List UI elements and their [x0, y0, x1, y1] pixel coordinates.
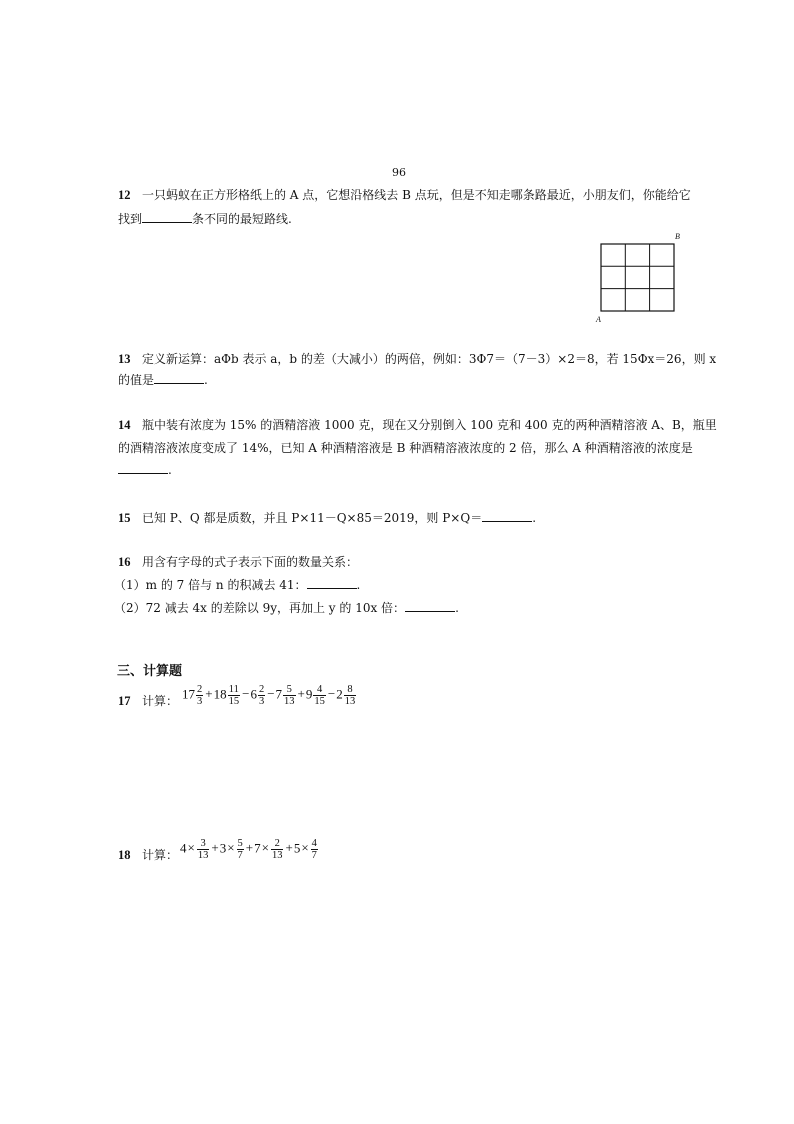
whole-number: 7 [254, 840, 261, 856]
question-text: （2）72 减去 4x 的差除以 9y，再加上 y 的 10x 倍： [114, 601, 406, 615]
question-16-item1 [114, 576, 360, 594]
question-number: 16 [118, 555, 131, 569]
whole-number: 3 [219, 840, 227, 856]
fraction-numerator: 8 [344, 684, 357, 696]
question-12-line2 [118, 210, 292, 228]
question-number: 15 [118, 511, 131, 525]
question-14-line3 [118, 461, 172, 479]
fraction [196, 684, 203, 707]
question-14 [118, 416, 717, 434]
fraction-denominator: 7 [311, 850, 317, 861]
question-number: 12 [118, 188, 131, 202]
question-text: 的酒精溶液浓度变成了 14%，已知 A 种酒精溶液是 B 种酒精溶液浓度的 2 倍，那么 A 种酒精溶液的浓度是 [118, 441, 693, 455]
fraction-denominator: 3 [258, 696, 265, 707]
question-16-item2 [114, 599, 459, 617]
question-text: 瓶中装有浓度为 15% 的酒精溶液 1000 克，现在又分别倒入 100 克和 400 克的两种酒精溶液 A、B，瓶里 [141, 418, 717, 432]
question-number: 17 [118, 694, 131, 708]
whole-number: 6 [250, 686, 257, 702]
fraction-denominator: 13 [271, 850, 283, 861]
answer-blank[interactable] [118, 463, 168, 474]
question-text: . [532, 511, 537, 525]
question-number: 14 [118, 418, 131, 432]
question-text: 条不同的最短路线. [192, 212, 292, 226]
fraction-denominator: 13 [284, 696, 295, 707]
operator: × [261, 840, 269, 856]
question-12 [118, 186, 691, 204]
question-text: . [204, 373, 208, 387]
question-text: 找到 [118, 212, 143, 226]
fraction [313, 684, 326, 707]
fraction [283, 684, 296, 707]
grid-label-b: B [675, 232, 680, 241]
operator: − [242, 686, 250, 702]
question-13-line2 [118, 371, 208, 389]
answer-blank[interactable] [307, 578, 357, 589]
question-number: 13 [118, 352, 131, 366]
fraction-numerator: 5 [237, 838, 243, 849]
fraction [344, 684, 357, 707]
operator: × [301, 840, 309, 856]
operator: + [245, 840, 254, 856]
question-number: 18 [118, 848, 131, 862]
question-text: . [168, 463, 172, 477]
question-text: （1）m 的 7 倍与 n 的积减去 41： [114, 578, 307, 592]
whole-number: 7 [275, 686, 283, 702]
fraction-numerator: 2 [197, 684, 203, 695]
whole-number: 17 [182, 686, 195, 702]
fraction-numerator: 4 [311, 838, 317, 849]
fraction-numerator: 2 [258, 684, 265, 695]
operator: − [267, 686, 275, 702]
section-title: 三、计算题 [117, 664, 183, 679]
fraction-numerator: 2 [271, 838, 284, 850]
fraction-denominator: 7 [237, 850, 243, 861]
question-text: 定义新运算：aΦb 表示 a，b 的差（大减小）的两倍，例如：3Φ7＝（7－3）×2＝8，若 15Φx＝26，则 x [141, 352, 717, 366]
question-15 [118, 509, 536, 527]
operator: × [187, 840, 195, 856]
operator: × [227, 840, 235, 856]
square-grid-figure [600, 243, 676, 313]
fraction-numerator: 4 [313, 684, 326, 696]
question-text: 一只蚂蚁在正方形格纸上的 A 点，它想沿格线去 B 点玩，但是不知走哪条路最近，小朋友们，你能给它 [141, 188, 691, 202]
question-13 [118, 350, 716, 368]
page-mark: 96 [392, 166, 406, 179]
whole-number: 9 [305, 686, 313, 702]
answer-blank[interactable] [142, 212, 192, 223]
question-label: 计算： [141, 848, 178, 862]
question-text: 已知 P、Q 都是质数，并且 P×11－Q×85＝2019，则 P×Q＝ [141, 511, 483, 525]
answer-blank[interactable] [482, 511, 532, 522]
fraction [311, 838, 318, 861]
whole-number: 5 [293, 840, 301, 856]
question-text: 用含有字母的式子表示下面的数量关系： [141, 555, 358, 569]
question-text: . [455, 601, 459, 615]
whole-number: 18 [213, 686, 227, 702]
operator: + [285, 840, 293, 856]
fraction-numerator: 5 [283, 684, 296, 696]
fraction [197, 838, 210, 861]
fraction [228, 684, 241, 707]
fraction-numerator: 3 [197, 838, 210, 850]
question-17 [118, 692, 178, 710]
fraction-denominator: 15 [314, 696, 325, 707]
fraction-numerator: 11 [228, 684, 239, 695]
question-14-line2 [118, 439, 693, 457]
whole-number: 4 [180, 840, 187, 856]
question-text: . [356, 578, 361, 592]
question-16 [118, 553, 358, 571]
fraction [237, 838, 244, 861]
answer-blank[interactable] [154, 373, 204, 384]
question-label: 计算： [141, 694, 178, 708]
operator: + [211, 840, 219, 856]
question-text: 的值是 [118, 373, 155, 387]
fraction [258, 684, 265, 707]
fraction-denominator: 13 [197, 850, 209, 861]
operator: − [327, 686, 336, 702]
q18-expression [180, 838, 319, 861]
operator: + [297, 686, 305, 702]
operator: + [205, 686, 213, 702]
q17-expression [182, 684, 357, 707]
fraction-denominator: 13 [344, 696, 356, 707]
fraction-denominator: 15 [228, 696, 240, 707]
question-18 [118, 846, 178, 864]
fraction [271, 838, 284, 861]
answer-blank[interactable] [405, 601, 455, 612]
grid-label-a: A [596, 315, 601, 324]
fraction-denominator: 3 [197, 696, 203, 707]
whole-number: 2 [336, 686, 343, 702]
